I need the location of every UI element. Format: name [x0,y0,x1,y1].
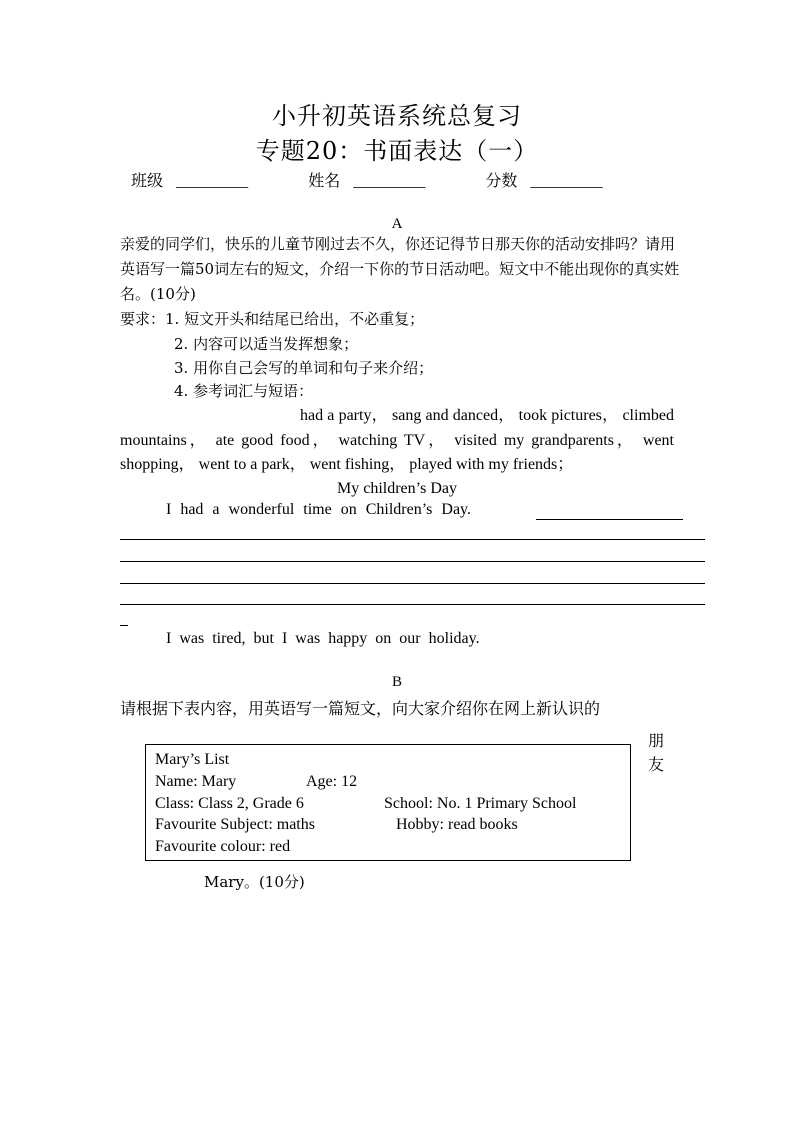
card-subject: Favourite Subject: maths [155,816,315,833]
writing-line-5[interactable] [120,611,128,626]
card-hobby: Hobby: read books [396,816,518,833]
info-card [145,744,631,861]
requirement-3: 3. 用你自己会写的单词和句子来介绍； [174,359,434,377]
section-a-prompt: 亲爱的同学们，快乐的儿童节刚过去不久，你还记得节日那天你的活动安排吗？请用英语写一篇50词左右的短文，介绍一下你的节日活动吧。短文中不能出现你的真实姓名。(10分) [120,235,680,303]
card-age: Age: 12 [306,773,358,790]
section-b-tail: Mary。(10分) [204,873,305,891]
vocabulary-text: had a party， sang and danced， took pictures， climbed mountains， ate good food， watching TV， visited my grandparents， went shopping， went to a park， went fishing， played with my friends； [120,407,674,473]
class-blank[interactable]: _________ [176,173,249,190]
requirement-1-text: 1. 短文开头和结尾已给出，不必重复； [165,310,425,328]
vocabulary-list [120,404,674,478]
requirement-1 [120,308,424,329]
requirement-2: 2. 内容可以适当发挥想象； [174,335,359,353]
section-b-heading: B [391,674,402,690]
writing-line-0[interactable] [536,519,683,520]
card-title: Mary’s List [155,751,230,768]
section-b-prompt: 请根据下表内容，用英语写一篇短文，向大家介绍你在网上新认识的 [120,699,601,718]
writing-line-3[interactable] [120,583,705,584]
requirements-label: 要求： [120,310,166,328]
card-colour: Favourite colour: red [155,838,291,855]
essay-closing: I was tired, but I was happy on our holiday. [166,630,480,647]
class-label: 班级 [131,171,164,190]
score-label: 分数 [485,171,518,190]
name-blank[interactable]: _________ [353,173,426,190]
name-label: 姓名 [308,171,341,190]
essay-opening: I had a wonderful time on Children’s Day. [166,501,472,518]
requirement-4: 4. 参考词汇与短语： [174,382,314,400]
writing-line-2[interactable] [120,561,705,562]
writing-line-4[interactable] [120,604,705,605]
section-a-heading: A [391,216,403,232]
writing-line-1[interactable] [120,539,705,540]
page-title: 小升初英语系统总复习 [272,102,522,130]
page-subtitle: 专题20：书面表达（一） [255,137,539,165]
card-school: School: No. 1 Primary School [384,795,577,812]
section-b-prompt-end: 朋友 [648,731,665,774]
info-fields [131,168,603,191]
card-name: Name: Mary [155,773,237,790]
score-blank[interactable]: _________ [530,173,603,190]
card-class: Class: Class 2, Grade 6 [155,795,304,812]
essay-title: My children’s Day [337,480,457,497]
